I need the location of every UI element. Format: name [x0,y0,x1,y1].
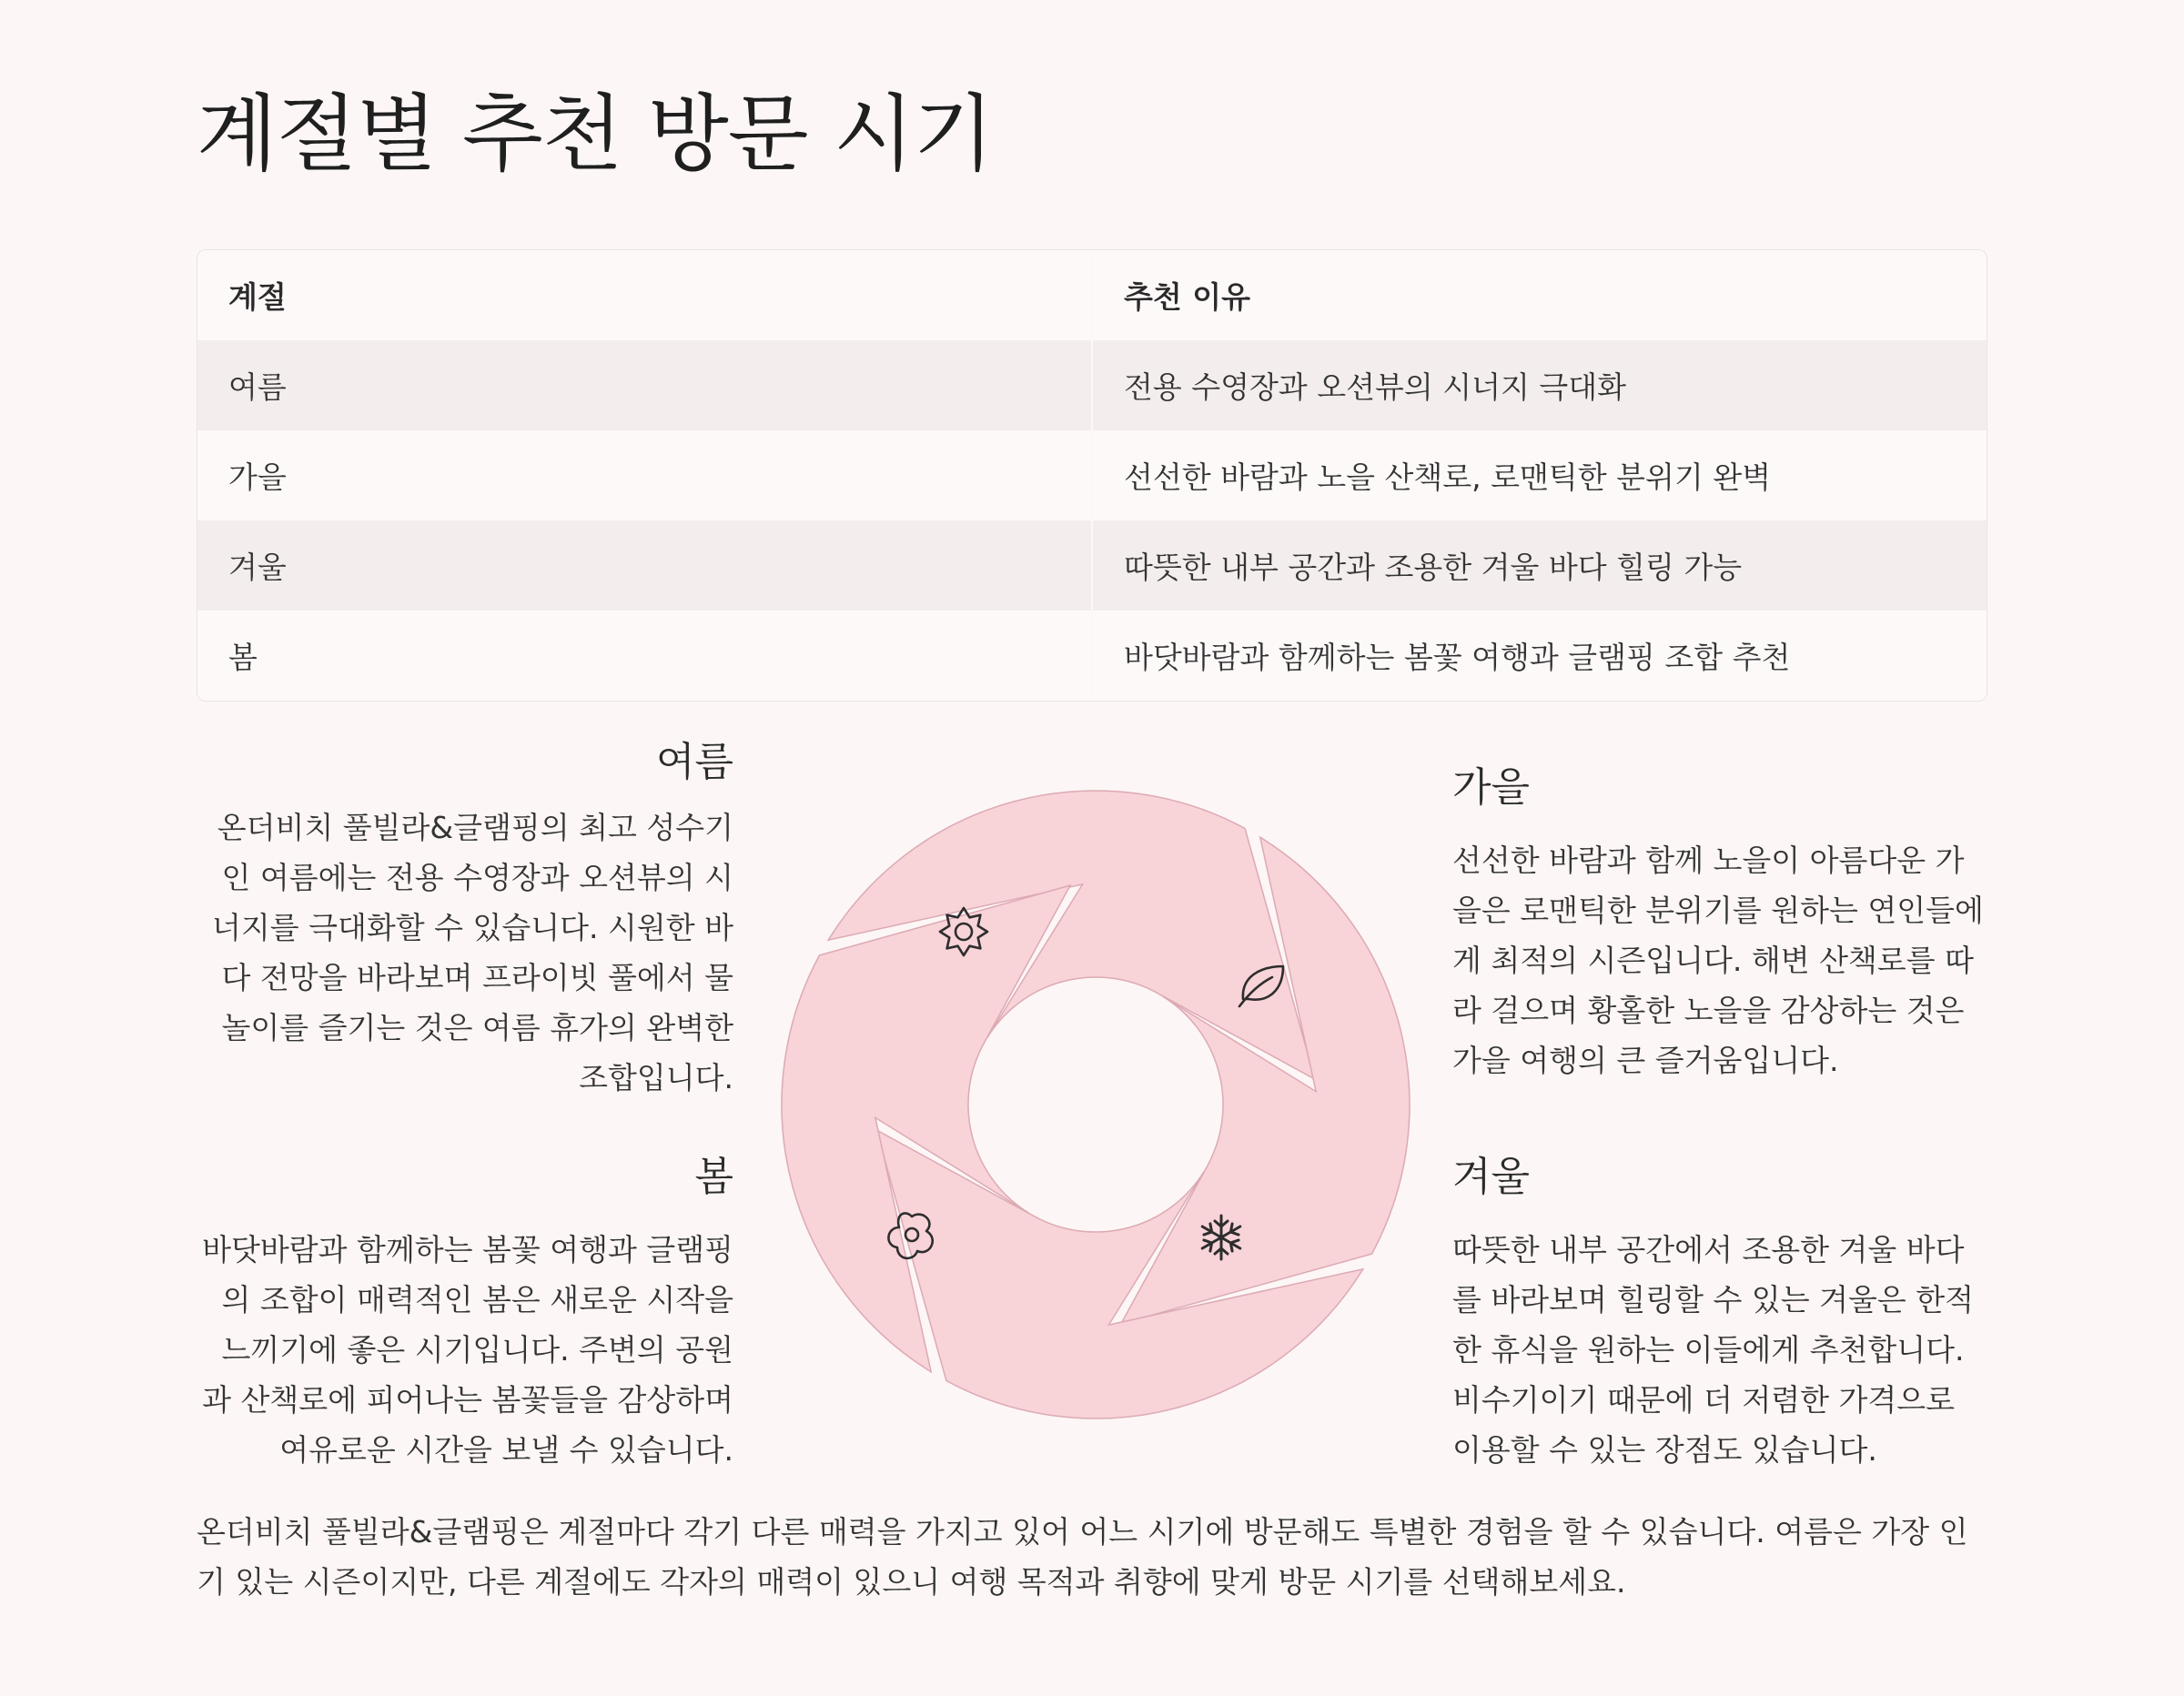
table-header-reason: 추천 이유 [1091,250,1987,340]
spring-text: 바닷바람과 함께하는 봄꽃 여행과 글램핑의 조합이 매력적인 봄은 새로운 시작을 느끼기에 좋은 시기입니다. 주변의 공원과 산책로에 피어나는 봄꽃들을 감상하며 여유로운 시간을 보낼 수 있습니다. [202,1232,733,1468]
table-cell-reason: 바닷바람과 함께하는 봄꽃 여행과 글램핑 조합 추천 [1091,611,1987,701]
winter-text: 따뜻한 내부 공간에서 조용한 겨울 바다를 바라보며 힐링할 수 있는 겨울은 한적한 휴식을 원하는 이들에게 추천합니다. 비수기이기 때문에 더 저렴한 가격으로 이용할 수 있는 장점도 있습니다. [1452,1232,1974,1468]
spring-title: 봄 [694,1154,733,1200]
summer-text: 온더비치 풀빌라&글램핑의 최고 성수기인 여름에는 전용 수영장과 오션뷰의 시너지를 극대화할 수 있습니다. 시원한 바다 전망을 바라보며 프라이빗 풀에서 물놀이를 즐기는 것은 여름 휴가의 완벽한 조합입니다. [212,810,733,1095]
winter-title: 겨울 [1452,1154,1531,1200]
autumn-title: 가을 [1452,764,1531,811]
table-cell-reason: 전용 수영장과 오션뷰의 시너지 극대화 [1091,340,1987,430]
table-cell-reason: 따뜻한 내부 공간과 조용한 겨울 바다 힐링 가능 [1091,520,1987,611]
page-title: 계절별 추천 방문 시기 [197,86,994,183]
table-header-row [197,250,1987,340]
table-header-season: 계절 [228,279,287,315]
table-cell-season: 봄 [228,640,258,675]
table-cell-season: 겨울 [228,550,287,585]
table-cell-reason: 선선한 바람과 노을 산책로, 로맨틱한 분위기 완벽 [1091,430,1987,520]
footer-text: 온더비치 풀빌라&글램핑은 계절마다 각기 다른 매력을 가지고 있어 어느 시기에 방문해도 특별한 경험을 할 수 있습니다. 여름은 가장 인기 있는 시즌이지만, 다른 계절에도 각자의 매력이 있으니 여행 목적과 취향에 맞게 방문 시기를 선택해보세요. [197,1514,1968,1600]
table-row [197,340,1987,430]
winter-block [1452,1150,1989,1475]
table-cell-season: 가을 [228,459,287,495]
page [197,0,1987,1696]
autumn-text: 선선한 바람과 함께 노을이 아름다운 가을은 로맨틱한 분위기를 원하는 연인들에게 최적의 시즌입니다. 해변 산책로를 따라 걸으며 황홀한 노을을 감상하는 것은 가을 여행의 큰 즐거움입니다. [1452,843,1984,1078]
season-cycle-svg [777,786,1414,1423]
season-table [197,249,1987,702]
summer-title: 여름 [655,739,733,785]
table-row [197,520,1987,611]
season-cycle-diagram [777,786,1414,1423]
table-row [197,611,1987,701]
table-cell-season: 여름 [228,369,287,405]
table-row [197,430,1987,520]
summer-block [197,735,733,1103]
autumn-block [1452,761,1989,1085]
spring-block [197,1150,733,1475]
